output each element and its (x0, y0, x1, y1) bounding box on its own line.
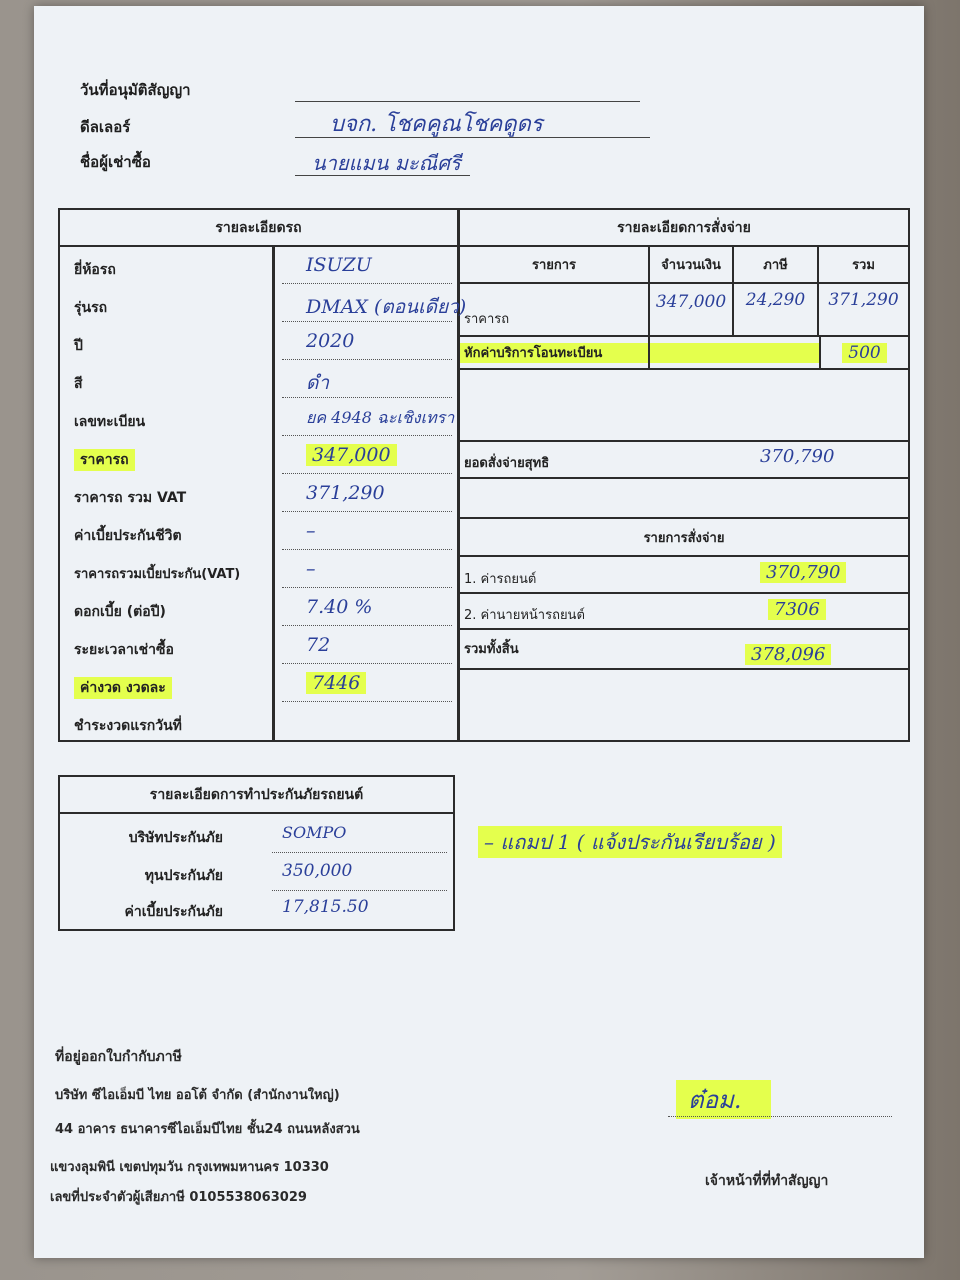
car-row-label: ระยะเวลาเช่าซื้อ (74, 642, 174, 658)
order-value: 7306 (768, 599, 826, 620)
car-row-value-cell (282, 630, 452, 664)
car-row-first-payment (60, 706, 457, 744)
car-row-label: สี (74, 376, 83, 392)
insurance-value-cell (272, 857, 447, 891)
address-line: แขวงลุมพินี เขตปทุมวัน กรุงเทพมหานคร 10330 (50, 1160, 329, 1175)
insurance-row-company (60, 819, 453, 857)
car-details-body (60, 247, 467, 740)
car-row-value-cell (282, 326, 452, 360)
car-row-label: ยี่ห้อรถ (74, 262, 116, 278)
car-row-price (60, 440, 457, 478)
car-row-value: – (306, 520, 316, 542)
car-row-label: ราคารถรวมเบี้ยประกัน(VAT) (74, 567, 241, 582)
signer-label: เจ้าหน้าที่ที่ทำสัญญา (705, 1173, 829, 1189)
insurance-value-cell (272, 819, 447, 853)
grand-total-label: รวมทั้งสิ้น (464, 642, 519, 657)
car-row-label: ชำระงวดแรกวันที่ (74, 718, 182, 734)
insurance-row-premium (60, 893, 453, 931)
dealer-line (295, 137, 650, 138)
insurance-title: รายละเอียดการทำประกันภัยรถยนต์ (60, 777, 453, 814)
car-row-value-cell (282, 668, 452, 702)
car-row-value-cell (282, 288, 467, 322)
car-row-value-cell (282, 250, 452, 284)
car-row-label: ค่างวด งวดละ (74, 677, 172, 699)
order-label: 1. ค่ารถยนต์ (464, 572, 537, 587)
car-row-label: ราคารถ รวม VAT (74, 490, 187, 506)
payment-title: รายละเอียดการสั่งจ่าย (460, 210, 908, 247)
insurance-value-cell (272, 893, 447, 927)
car-row-color (60, 364, 457, 402)
address-line: 44 อาคาร ธนาคารซีไอเอ็มบีไทย ชั้น24 ถนนหลังสวน (55, 1122, 360, 1137)
insurance-label: บริษัทประกันภัย (128, 830, 223, 846)
order-value: 370,790 (760, 562, 846, 583)
car-row-value: 347,000 (306, 444, 397, 466)
col-header-amount: จำนวนเงิน (650, 247, 734, 282)
lessee-label: ชื่อผู้เช่าซื้อ (80, 153, 151, 171)
address-line: บริษัท ซีไอเอ็มบี ไทย ออโต้ จำกัด (สำนักงานใหญ่) (55, 1088, 340, 1103)
payment-row-blank-2 (460, 479, 908, 519)
net-label: ยอดสั่งจ่ายสุทธิ (464, 456, 550, 471)
car-row-term (60, 630, 457, 668)
car-row-brand (60, 250, 457, 288)
car-details-section (60, 210, 467, 740)
payment-row-transfer-fee (460, 337, 908, 370)
col-header-total: รวม (852, 258, 875, 273)
insurance-label: ค่าเบี้ยประกันภัย (124, 904, 223, 920)
tax-address-title: ที่อยู่ออกใบกำกับภาษี (55, 1049, 182, 1065)
car-row-label: ปี (74, 338, 83, 354)
car-row-label: เลขทะเบียน (74, 414, 146, 430)
car-price-amount: 347,000 (650, 284, 734, 335)
car-row-label: ค่าเบี้ยประกันชีวิต (74, 528, 182, 544)
handwritten-note: – แถมป 1 ( แจ้งประกันเรียบร้อย ) (478, 826, 782, 858)
car-row-value-cell (282, 478, 452, 512)
insurance-label: ทุนประกันภัย (144, 868, 223, 884)
payment-column-headers (460, 247, 908, 284)
car-row-value: 2020 (306, 330, 355, 352)
car-row-plate (60, 402, 457, 440)
car-row-installment (60, 668, 457, 706)
col-header-item: รายการ (460, 247, 650, 282)
car-price-item: ราคารถ (460, 284, 650, 335)
transfer-fee-item: หักค่าบริการโอนทะเบียน (460, 337, 650, 368)
car-row-value-cell (282, 592, 452, 626)
car-row-value: DMAX (ตอนเดียว) (306, 296, 467, 318)
order-row-car (460, 557, 908, 594)
insurance-value: SOMPO (282, 823, 347, 842)
car-row-value: 72 (306, 634, 331, 656)
signature: ต๋อม. (676, 1080, 771, 1119)
net-value: 370,790 (760, 446, 835, 467)
payment-row-net (460, 442, 908, 479)
payment-section (460, 210, 908, 740)
car-row-value: ISUZU (306, 254, 372, 276)
lessee-value: นายแมน มะณีศรี (312, 151, 461, 175)
car-row-value: 371,290 (306, 482, 385, 504)
dealer-value: บจก. โชคคูณโชคดูดร (330, 112, 543, 137)
approval-date-label: วันที่อนุมัติสัญญา (80, 81, 191, 99)
col-header-tax: ภาษี (734, 247, 819, 282)
car-details-title: รายละเอียดรถ (60, 210, 457, 247)
car-row-label: ราคารถ (74, 449, 135, 471)
insurance-value: 350,000 (282, 861, 353, 881)
car-row-label: รุ่นรถ (74, 300, 108, 316)
dealer-label: ดีลเลอร์ (80, 118, 131, 136)
signature-line (668, 1116, 892, 1117)
lessee-line (295, 175, 470, 176)
car-row-label: ดอกเบี้ย (ต่อปี) (74, 604, 166, 620)
car-price-total: 371,290 (828, 290, 899, 310)
car-row-model (60, 288, 467, 326)
car-price-tax: 24,290 (734, 284, 819, 335)
car-row-price-with-premium (60, 554, 457, 592)
car-row-value-cell (282, 706, 452, 740)
order-label: 2. ค่านายหน้ารถยนต์ (464, 608, 585, 623)
insurance-box (58, 775, 455, 931)
order-row-grand-total (460, 630, 908, 670)
car-row-value: ดำ (306, 372, 330, 394)
insurance-row-sum-insured (60, 857, 453, 895)
car-row-value-cell (282, 402, 455, 436)
tax-id-line: เลขที่ประจำตัวผู้เสียภาษี 0105538063029 (50, 1190, 307, 1205)
car-row-value: – (306, 558, 316, 580)
car-row-year (60, 326, 457, 364)
approval-date-line (295, 101, 640, 102)
insurance-value: 17,815.50 (282, 897, 369, 917)
car-row-price-vat (60, 478, 457, 516)
transfer-fee-total: 500 (819, 337, 908, 368)
order-row-commission (460, 594, 908, 630)
car-row-value: 7446 (306, 672, 366, 694)
car-row-value-cell (282, 516, 452, 550)
car-row-interest (60, 592, 457, 630)
payment-row-car-price (460, 284, 908, 337)
car-row-value: ยค 4948 ฉะเชิงเทรา (306, 408, 455, 427)
main-table (58, 208, 910, 742)
car-row-value: 7.40 % (306, 596, 373, 618)
grand-total-value: 378,096 (745, 644, 831, 665)
orders-title: รายการสั่งจ่าย (460, 519, 908, 557)
car-row-value-cell (282, 440, 452, 474)
payment-row-blank (460, 370, 908, 442)
car-row-life-premium (60, 516, 457, 554)
car-row-value-cell (282, 364, 452, 398)
car-row-value-cell (282, 554, 452, 588)
